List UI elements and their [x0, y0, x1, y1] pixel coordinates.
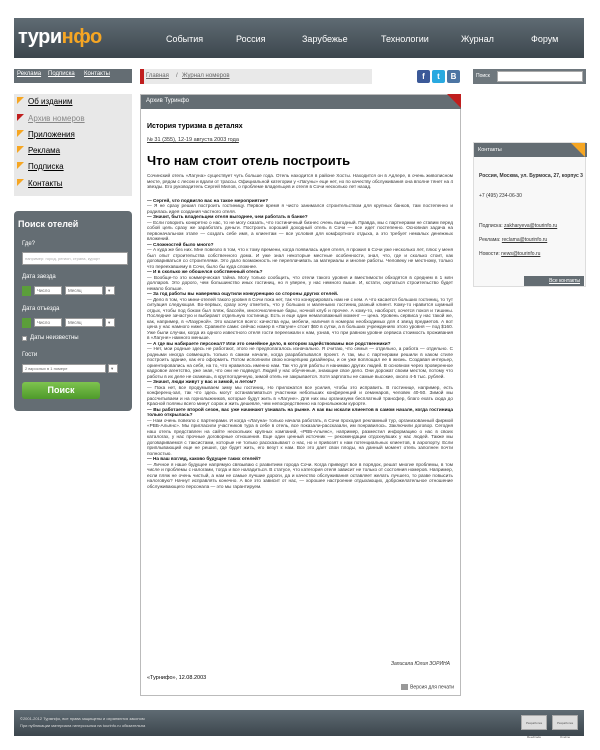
nav-item-events[interactable]: События: [166, 34, 204, 44]
interview-question: — Сергей, что подвигло вас на такое мероприятие?: [147, 197, 269, 203]
where-input[interactable]: например: город, регион, страна, курорт: [22, 252, 128, 265]
interview-answer: — Вообще-то это коммерческая тайна. Могу только сообщить, что отели такого уровня и вместимости обходятся в среднем в 1 млн долларов. Это дорого, чем большинство иных гостиниц, но я уверен, у нас немного выше. И, кстати, окупаться строительство будет немало больше.: [147, 274, 453, 291]
interview-question: — Сложностей было много?: [147, 241, 214, 247]
interview-answer: — Я не сразу решил построить гостиницу. Первое время я чисто занимался строительством для крупных банков, там постепенно и родилась идея создания частного отеля.: [147, 203, 453, 214]
contacts-ads: [479, 237, 547, 243]
interview-question: — На ваш взгляд, каково будущее таких отелей?: [147, 456, 261, 461]
twitter-icon[interactable]: t: [432, 70, 445, 83]
breadcrumb-journal[interactable]: Журнал номеров: [182, 73, 230, 79]
menu-flag-icon: [17, 130, 24, 137]
interview-answer: — Нам очень повезло с партнерами. И когда «Лагуна» только начала работать, в Сочи проходил рекламный тур, организованный фирмой «РВБ-Альянс». Мы пригласили участников тура в себе в отель, все показали-рассказали, им понравилось. Заключили договор. Сегодня наш отель представлен на сайте нескольких крупных компаний, «РВБ-Альянс», например, разместил информацию о нас в своих каталогах, у нас прочные договорные отношения. Еще один ценный источник — рекомендации отдохнувших у нас людей. Также мы договариваемся с таксистами, которые не только рассказывают о нас, но и привозят к нам потенциальных клиентов, в аэропорту. Если приплывающий еще не решил, где будет жить, его везут к нам. Все это дает свои плоды, на данный момент отель заполнен почти полностью.: [147, 417, 453, 456]
article-section: История туризма в деталях: [147, 123, 243, 130]
article-paragraphs: [147, 198, 453, 490]
calendar-icon[interactable]: [22, 286, 31, 296]
hotel-search-button[interactable]: Поиск: [22, 382, 100, 399]
ads-label: Реклама:: [479, 237, 501, 243]
sidebar-item-ads[interactable]: Реклама: [28, 146, 61, 155]
article-signature: Записала Юлия ЗОРИНА: [390, 661, 450, 667]
search-input[interactable]: [497, 71, 583, 82]
nav-item-russia[interactable]: Россия: [236, 34, 266, 44]
interview-question: — За год работы вы наверняка ощутили конкуренцию со стороны других отелей.: [147, 291, 339, 296]
logo[interactable]: [18, 26, 102, 49]
departure-month-select[interactable]: Месяц: [65, 318, 103, 327]
subscribe-email-link[interactable]: zakharyeva@tourinfo.ru: [504, 223, 558, 229]
contacts-subscribe: [479, 223, 557, 229]
search-label: Поиск: [476, 73, 490, 79]
header-bar: [14, 18, 584, 58]
corner-flag-icon: [447, 94, 461, 108]
article-issue-link[interactable]: № 31 (355), 12-19 августа 2003 года: [147, 137, 239, 143]
sidebar-item-archive[interactable]: Архив номеров: [28, 114, 85, 123]
interview-question: — Значит, быть владельцем отеля выгоднее, чем работать в банке?: [147, 214, 308, 219]
interview-answer: — Если говорить конкретно о нас, то не могу сказать, что гостиничный бизнес очень выгодный. Правда, мы с партнерами не ставим перед собой цель сразу же заработать деньги. Построить хороший доходный отель в Сочи — все идет постепенно. Основная задача на первоначальном этапе — создать себе имя, а клиентам — все условия для комфортного отдыха, а это требует немалых денежных вложений.: [147, 219, 453, 241]
breadcrumb-home[interactable]: Главная: [146, 73, 169, 79]
unknown-dates-checkbox[interactable]: [22, 336, 27, 341]
contacts-news: [479, 251, 540, 257]
arrival-dropdown-icon[interactable]: ▾: [105, 286, 115, 295]
subscribe-label: Подписка:: [479, 223, 503, 229]
printer-icon: [401, 684, 408, 690]
footer: [14, 710, 584, 739]
calendar-icon[interactable]: [22, 318, 31, 328]
interview-question: — И в сколько же обошелся собственный отель?: [147, 269, 263, 274]
nav-item-abroad[interactable]: Зарубежье: [302, 34, 348, 44]
arrival-label: Дата заезда: [22, 274, 56, 280]
news-label: Новости:: [479, 251, 500, 257]
departure-dropdown-icon[interactable]: ▾: [105, 318, 115, 327]
print-version-link[interactable]: [401, 684, 454, 690]
guests-dropdown-icon[interactable]: ▾: [108, 364, 118, 373]
contacts-header-label: Контакты: [478, 147, 502, 153]
arrival-month-select[interactable]: Месяц: [65, 286, 103, 295]
developer-badge[interactable]: Разработка Reedtrade: [521, 715, 547, 730]
article-header-label: Архив Туринфо: [146, 98, 190, 104]
ads-email-link[interactable]: reclama@tourinfo.ru: [501, 237, 548, 243]
interview-question: — Значит, люди живут у вас и зимой, и летом?: [147, 379, 257, 384]
print-version-label[interactable]: Версия для печати: [410, 684, 454, 691]
toplink-ads[interactable]: Реклама: [17, 71, 42, 77]
interview-answer: — Дело в том, что мини-отелей такого уровня в Сочи пока нет, так что конкурировать нам не с кем. А что касается больших гостиниц, то тут ситуация следующая. Во-первых, сразу хочу отметить, что у больших и маленьких гостиниц разный клиент. Кому-то нравится шумный отдых, чтобы под боком был пляж, бассейн, многочисленные бары, ночной клуб и прочее. А кому-то, наоборот, хочется покоя и тишины. Последние зачастую и выбирают отдельную гостиницу. Есть и еще один немаловажный момент — цена. Уровень сервиса у нас такой же, как, например, в «Лазурной». Это касается всего: качества еды, мебели, наличия в номерах необходимых для 4 звезд предметов. А вот цена у нас намного ниже. Сравните сами: сейчас номер в «Лагуне» стоит $60 в сутки, а в больших учреждениях этого уровня — под $160. Уже были случаи, когда из одного известного отеля гости переезжали к нам, узнав, что при равном уровне сервиса стоимость проживания в «Лагуне» намного меньше.: [147, 296, 453, 340]
arrival-day-select[interactable]: Число: [34, 286, 62, 295]
breadcrumb-separator: /: [176, 73, 178, 79]
nav-item-forum[interactable]: Форум: [531, 34, 559, 44]
news-email-link[interactable]: news@tourinfo.ru: [501, 251, 541, 257]
search-box: [473, 69, 586, 84]
where-label: Где?: [22, 241, 36, 247]
toplink-contacts[interactable]: Контакты: [84, 71, 110, 77]
menu-flag-icon: [17, 114, 24, 121]
interview-answer: — Личное я наше будущее напрямую связываю с развитием города Сочи. Когда приведут все в порядок, решат многие проблемы, в том числе и проблемы с налогами, тогда и все наладиться. В статусе, что категория отеля зависит не только от состояния номеров. Например, если пляж не очень чистый, а нам не самые лучшие дороги, да и качество обслуживания оставляет желать лучшего, то разве повысить налоговую? Начнут исправлять конечно. А все это зависит от нас, — хорошее настроение отдыхающих, доброжелательное отношение обслуживающего персонала — это мы гарантируем.: [147, 461, 453, 489]
breadcrumb: [140, 69, 372, 84]
toplink-subscribe[interactable]: Подписка: [48, 71, 75, 77]
departure-label: Дата отъезда: [22, 306, 60, 312]
sidebar-item-subscribe[interactable]: Подписка: [28, 162, 64, 171]
nav-item-journal[interactable]: Журнал: [461, 34, 494, 44]
logo-text-right: нфо: [61, 26, 102, 48]
interview-answer: — Пока нет, все продумываем зиму мы гостиниц. Но приложатся все усилия, чтобы это исправить. В гостинице, например, есть конференц-зал, так что здесь могут останавливаться участники небольших конференций и семинаров, человек 40-50. Зимой мы рассчитываем и на горнолыжников, которые будут жить в «Лагуне». Для них мы организуем бесплатный трансфер, благо ехать сюда до Красной поляны всего минут сорок и жить дешевле, чем непосредственно на горнолыжном курорте.: [147, 384, 453, 406]
nav-item-tech[interactable]: Технологии: [381, 34, 429, 44]
footer-notice: При публикации материала гиперссылка на tourinfo.ru обязательна: [20, 723, 146, 728]
sidebar-item-contacts[interactable]: Контакты: [28, 179, 63, 188]
footer-copyright: ©2001-2012 Турмнфо, все права защищены и охраняются законом: [20, 716, 145, 721]
logo-text-left: тури: [18, 26, 62, 48]
guests-label: Гости: [22, 352, 38, 358]
guests-select[interactable]: 2 взрослых в 1 номере: [22, 364, 106, 373]
contacts-phone: +7 (495) 234-06-30: [479, 193, 522, 199]
corner-flag-icon: [571, 143, 585, 157]
all-contacts-link[interactable]: Все контакты: [524, 276, 584, 286]
interview-question: — Вы работаете второй сезон, вас уже начинают узнавать на рынке. А как вы искали клиентов в самом начале, когда гостиница только открылась?: [147, 406, 453, 417]
article-header: [141, 95, 461, 109]
sidebar-menu: [14, 94, 132, 196]
contacts-address: Россия, Москва, ул. Бурмоса, 27, корпус 3: [479, 173, 583, 179]
hotel-search-title: Поиск отелей: [18, 219, 79, 229]
unknown-dates-label: Даты неизвестны: [30, 335, 79, 341]
sidebar-item-about[interactable]: Об изданим: [28, 97, 73, 106]
menu-flag-icon: [17, 146, 24, 153]
sidebar-item-apps[interactable]: Приложения: [28, 130, 75, 139]
hotel-search-panel: [14, 211, 132, 411]
menu-flag-icon: [17, 162, 24, 169]
article-lead: Сочинский отель «Лагуна» существует чуть больше года. Отель находится в районе Хосты. Находится он в Адлере, в очень живописном месте, рядом с лесом и вдали от трассы. Официальной категории у «Лагуны» еще нет, но по качеству обслуживания она вполне тянет на 4 звезды. Его руководитель Сергей Милов, о проблеме владельцев и отеля в Сочи несколько лет назад.: [147, 173, 453, 189]
interview-answer: — Нет, мои родные здесь не работают, этого не предполагалось изначально. Я считаю, что семья — отдельно, а работа — отдельно. С родными иногда совмещать только в самом начале, когда разрабатывался проект. А так, мы с партнерами решили в каком стиле построить здание, как его оформить. Потом исполнили свою концепцию дизайнеры, и он уже воплощал ее в жизнь. Создавая интерьер, ориентировались на себя, на то, что нравилось именно нам. Так что для работы я нанимаю других людей. В основном через проверенное кадровое агентство, уже зная, что они не подведут. Людей у нас обученные, знающие свое дело. Они дорожат своим местом, потому что работы в их деле не скажешь, в круглогодичную, зимой отель не закрывается. Хотя зарплаты не самые высокие, около 4-5 тыс. рублей.: [147, 346, 453, 379]
article-title: Что нам стоит отель построить: [147, 153, 351, 168]
interview-question: — А где вы набираете персонал? Или это семейное дело, в котором задействованы все родственники?: [147, 340, 391, 346]
menu-flag-icon: [17, 97, 24, 104]
interview-answer: — А куда же без них. Мне повезло в том, что к тому времени, когда появилась идея отеля, я прожил в Сочи уже несколько лет, плюс у меня был опыт строительства собственного дома. И уже знал некоторые местные особенности, знал, что, где и сколько стоит, как договариваться со строителями. Это дало возможность не переплачивать за материалы и многие работы. Человеку не местному, только что переехавшему в Сочи, было бы куда сложнее.: [147, 247, 453, 269]
facebook-icon[interactable]: f: [417, 70, 430, 83]
article-body: [147, 173, 453, 663]
article-panel: [140, 94, 461, 696]
contacts-panel: [473, 142, 586, 287]
article-source: «Турнифо», 12.08.2003: [147, 675, 207, 681]
vkontakte-icon[interactable]: B: [447, 70, 460, 83]
developer-badge[interactable]: Разработка Oneline: [552, 715, 578, 730]
menu-flag-icon: [17, 179, 24, 186]
departure-day-select[interactable]: Число: [34, 318, 62, 327]
